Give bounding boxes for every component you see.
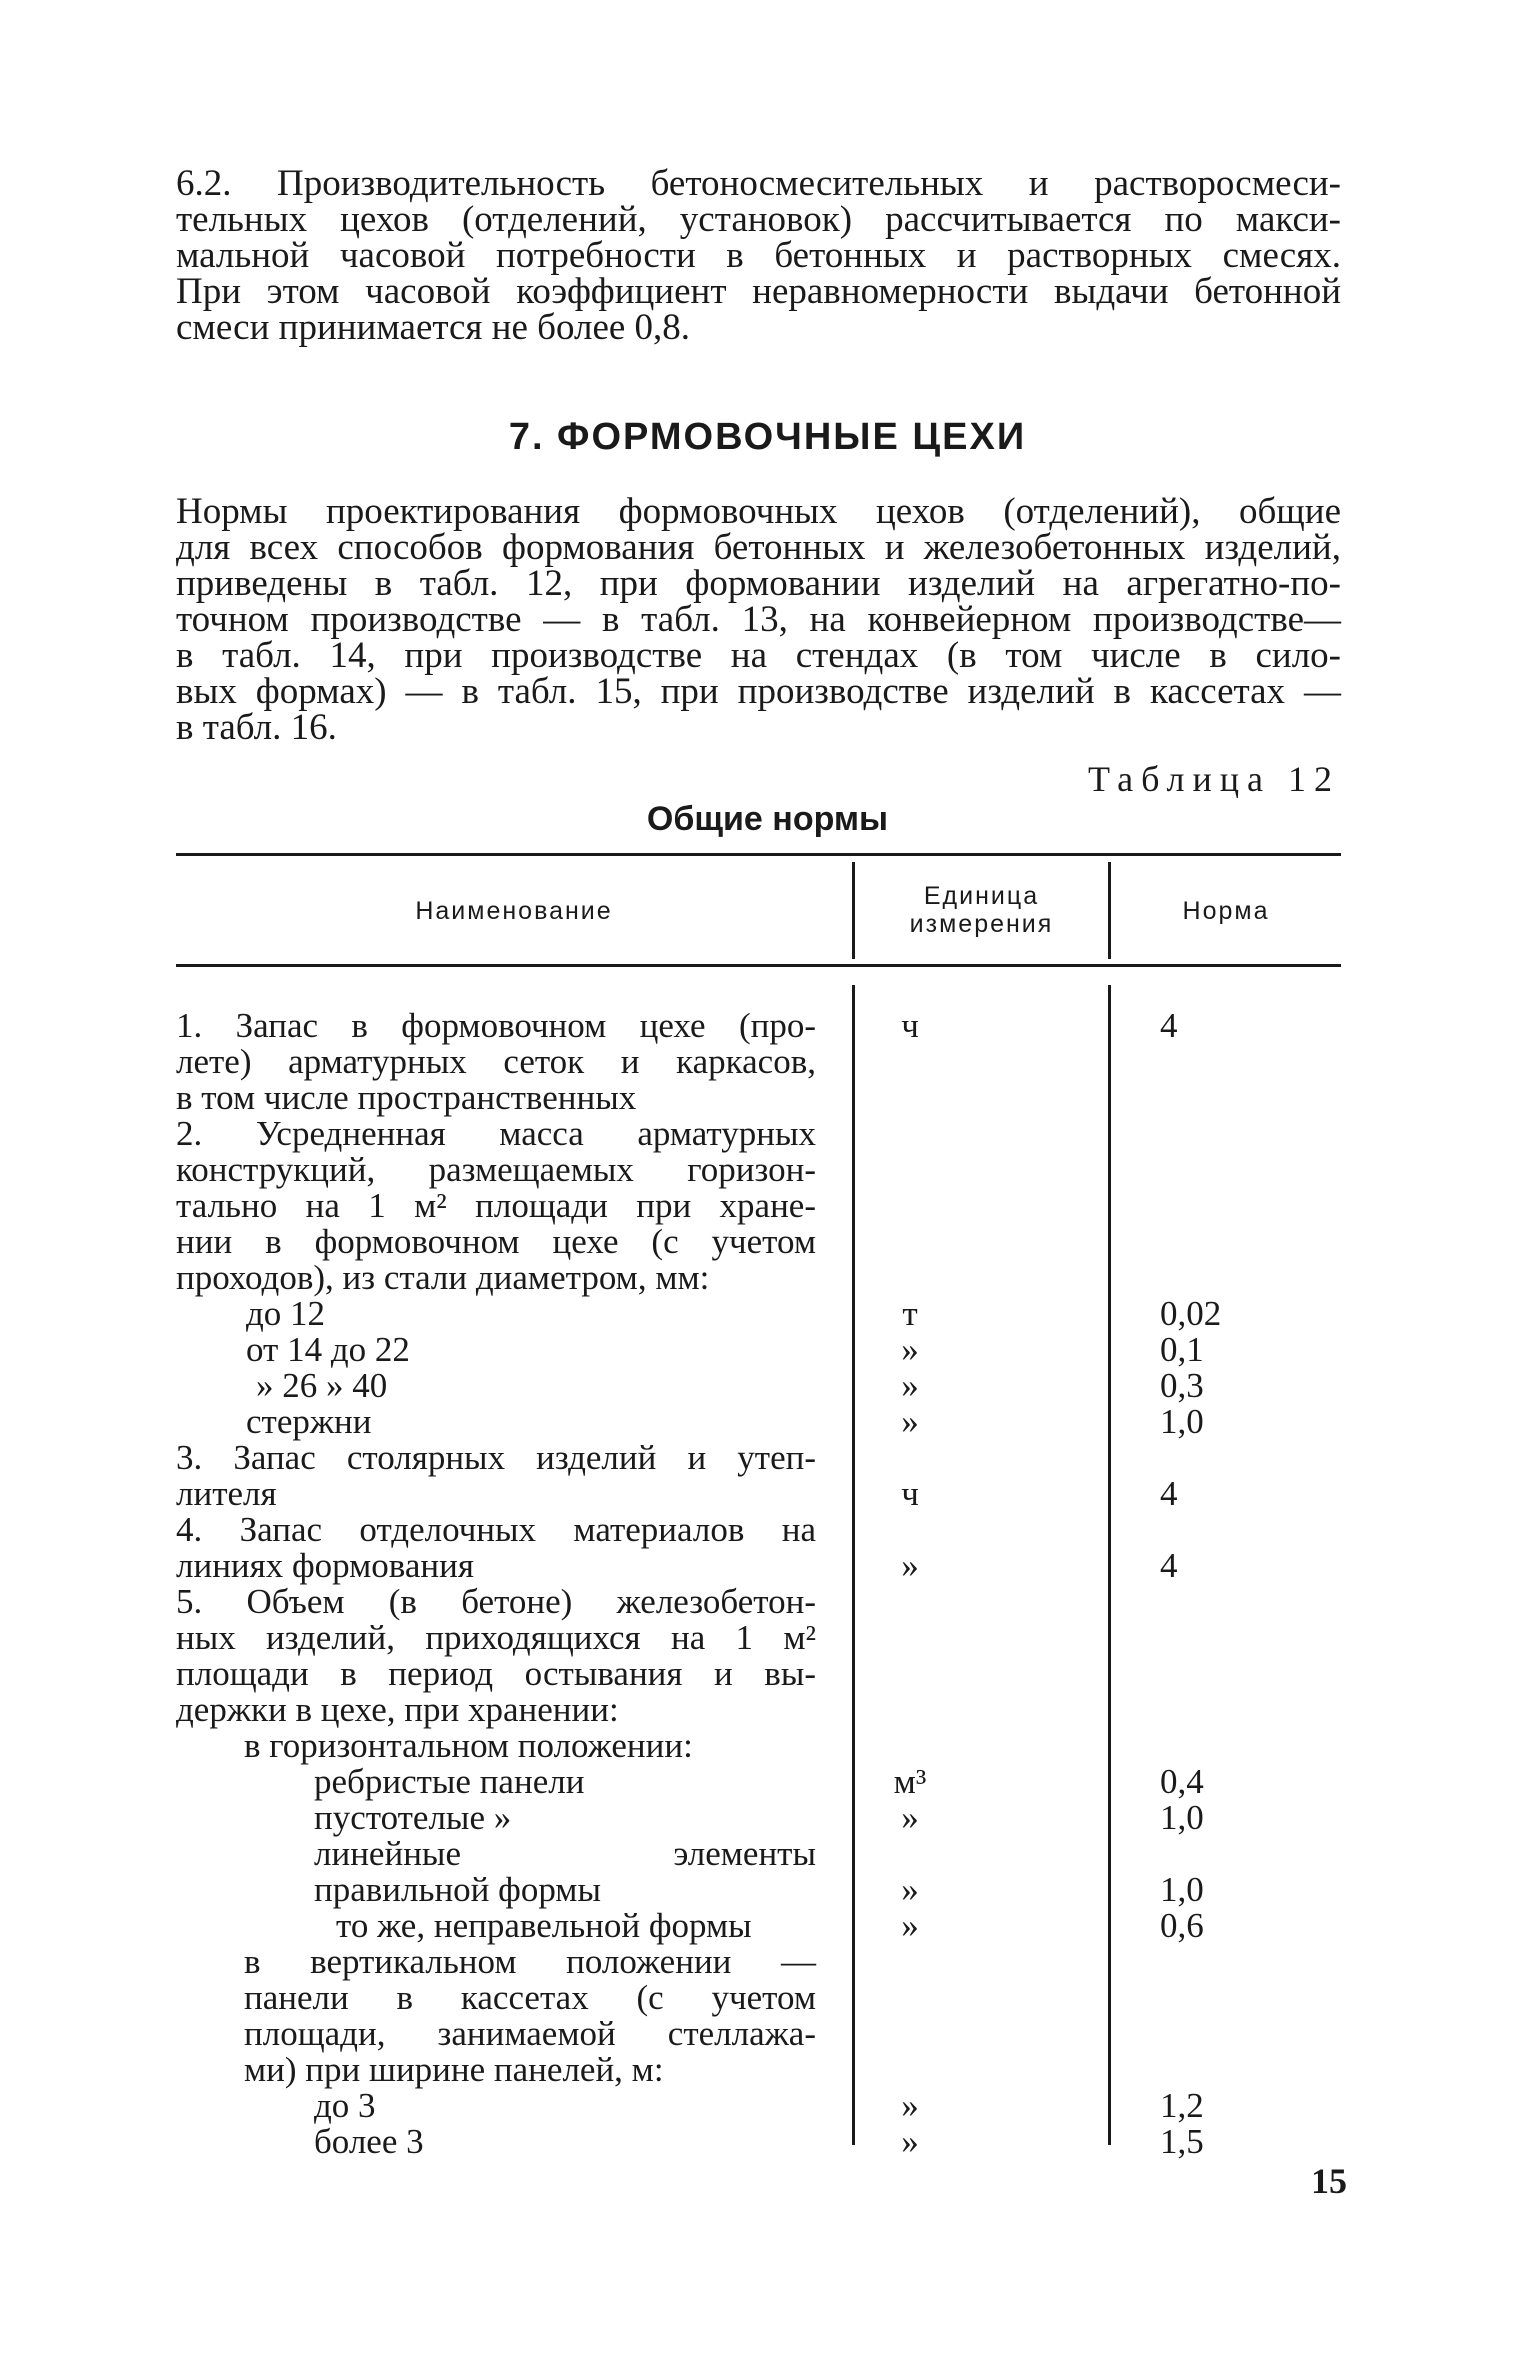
row-name-line: в вертикальном положении — [244,1942,816,1981]
column-divider [852,985,855,2145]
row-name [176,1512,816,1584]
row-name-line: 5. Объем (в бетоне) железобетон- [176,1582,816,1621]
row-name [246,1296,816,1332]
text-line: для всех способов формования бетонных и железобетонных изделий, [176,527,1341,568]
row-name-line: стержни [246,1402,372,1441]
row-name [246,1332,816,1368]
row-norm: 4 [1160,1546,1178,1585]
row-name-line: до 3 [314,2086,376,2125]
row-name-line: линиях формования [176,1546,474,1585]
row-name-line: 4. Запас отделочных материалов на [176,1510,816,1549]
row-name-line: от 14 до 22 [246,1330,410,1369]
row-unit: » [901,2122,919,2161]
text-line: в табл. 16. [176,707,337,748]
row-unit: ч [901,1474,919,1513]
row-norm: 1,2 [1160,2086,1204,2125]
row-name-line: до 12 [246,1294,326,1333]
text-line: приведены в табл. 12, при формовании изделий на агрегатно-по- [176,563,1341,604]
row-unit: » [901,1870,919,1909]
row-name-line: » 26 » 40 [256,1366,388,1405]
row-name [176,1440,816,1512]
row-unit: » [901,2086,919,2125]
row-norm: 0,02 [1160,1294,1222,1333]
row-name-line: 2. Усредненная масса арматурных [176,1114,816,1153]
row-name-line: панели в кассетах (с учетом [244,1978,816,2017]
row-unit: » [901,1546,919,1585]
text-line: вых формах) — в табл. 15, при производстве изделий в кассетах — [176,671,1341,712]
row-unit: м³ [893,1762,927,1801]
text-line: Нормы проектирования формовочных цехов (отделений), общие [176,491,1341,532]
header-name: Наименование [415,897,613,925]
row-unit: » [901,1330,919,1369]
row-name [256,1368,816,1404]
text-line: При этом часовой коэффициент неравномерности выдачи бетонной [176,271,1341,312]
row-name-line: площади, занимаемой стеллажа- [244,2014,816,2053]
text-line: мальной часовой потребности в бетонных и растворных смесях. [176,235,1341,276]
table-title: Общие нормы [646,800,889,838]
row-name-line: площади в период остывания и вы- [176,1654,816,1693]
row-name [246,1404,816,1440]
row-norm: 4 [1160,1474,1178,1513]
row-name [176,1008,816,1116]
row-name [314,1764,816,1800]
row-name [176,1116,816,1296]
row-name [314,2124,816,2160]
row-unit: т [902,1294,918,1333]
row-unit: » [901,1798,919,1837]
row-name-line: линейные элементы [314,1834,816,1873]
header-unit [855,882,1108,938]
paragraph-6-2 [176,163,1341,348]
text-line: в табл. 14, при производстве на стендах (в том числе в сило- [176,635,1341,676]
row-name [314,2088,816,2124]
text-line: тельных цехов (отделений, установок) рассчитывается по макси- [176,199,1341,240]
page-number: 15 [1311,2161,1347,2201]
row-name [244,1728,816,1764]
row-unit: ч [901,1006,919,1045]
row-name [314,1800,816,1836]
row-name-line: тально на 1 м² площади при хране- [176,1186,816,1225]
row-unit: » [901,1366,919,1405]
row-name-line: пустотелые » [314,1798,512,1837]
row-name-line: лителя [176,1474,277,1513]
row-unit: » [901,1906,919,1945]
row-norm: 1,0 [1160,1870,1204,1909]
row-name-line: конструкций, размещаемых горизон- [176,1150,816,1189]
header-unit-line: измерения [909,910,1054,938]
text-line: смеси принимается не более 0,8. [176,307,691,348]
row-name-line: держки в цехе, при хранении: [176,1690,619,1729]
row-norm: 0,6 [1160,1906,1204,1945]
intro-paragraph [176,491,1341,748]
row-name-line: более 3 [314,2122,424,2161]
row-name-line: лете) арматурных сеток и каркасов, [176,1042,816,1081]
row-name [176,1584,816,1728]
row-name-line: ных изделий, приходящихся на 1 м² [176,1618,816,1657]
row-name-line: в том числе пространственных [176,1078,637,1117]
table-label: Таблица 12 [1088,759,1340,799]
row-name-line: в горизонтальном положении: [244,1726,693,1765]
header-norm: Норма [1182,897,1270,925]
table-header-rule [176,964,1341,967]
row-norm: 0,1 [1160,1330,1204,1369]
row-name-line: то же, неправельной формы [336,1906,752,1945]
row-name-line: 1. Запас в формовочном цехе (про- [176,1006,816,1045]
row-name-line: ми) при ширине панелей, м: [244,2050,664,2089]
row-name [314,1836,816,1908]
text-line: 6.2. Производительность бетоносмесительных и растворосмеси- [176,163,1341,204]
row-name [244,1944,816,2088]
row-norm: 4 [1160,1006,1178,1045]
row-norm: 0,3 [1160,1366,1204,1405]
row-norm: 1,0 [1160,1798,1204,1837]
column-divider [1108,985,1111,2145]
row-name-line: правильной формы [314,1870,601,1909]
row-unit: » [901,1402,919,1441]
row-norm: 0,4 [1160,1762,1204,1801]
text-line: точном производстве — в табл. 13, на конвейерном производстве— [176,599,1341,640]
row-norm: 1,5 [1160,2122,1204,2161]
section-heading: 7. ФОРМОВОЧНЫЕ ЦЕХИ [508,416,1027,458]
row-name-line: нии в формовочном цехе (с учетом [176,1222,816,1261]
header-unit-line: Единица [923,882,1040,910]
row-name-line: ребристые панели [314,1762,585,1801]
row-norm: 1,0 [1160,1402,1204,1441]
row-name-line: проходов), из стали диаметром, мм: [176,1258,710,1297]
table-top-rule [176,853,1341,856]
row-name [336,1908,816,1944]
row-name-line: 3. Запас столярных изделий и утеп- [176,1438,816,1477]
